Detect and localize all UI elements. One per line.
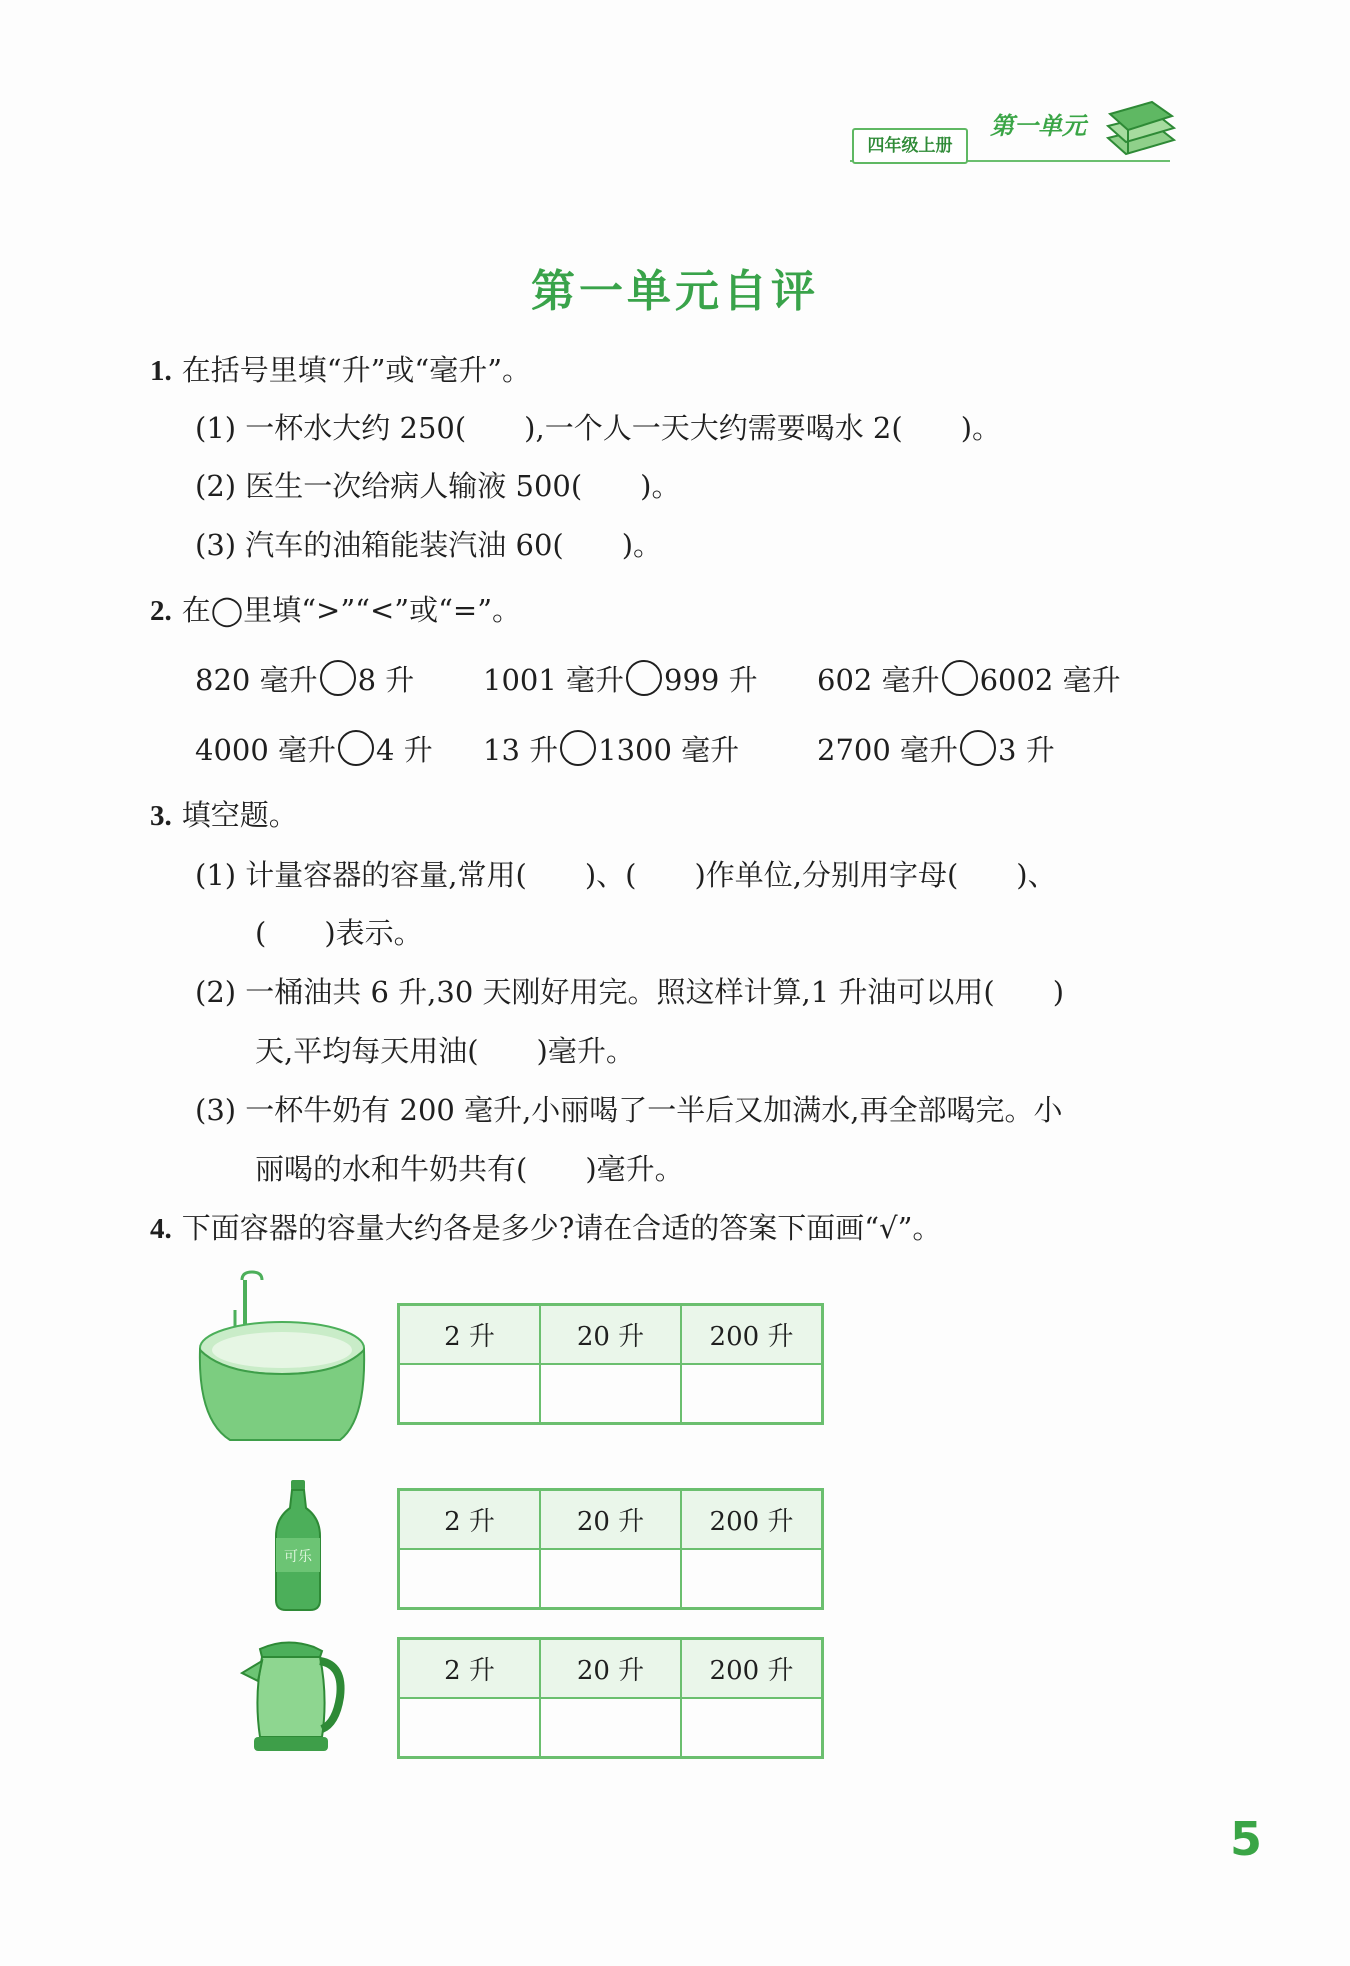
- answer-circle[interactable]: [942, 660, 978, 696]
- question-number: 4.: [150, 1213, 172, 1245]
- compare-item: 2700 毫升 3 升: [817, 730, 1055, 770]
- question-stem: 填空题。: [181, 798, 298, 832]
- cola-bottle-icon: [268, 1478, 328, 1613]
- answer-circle[interactable]: [560, 730, 596, 766]
- bathtub-icon: [190, 1270, 370, 1455]
- bottle-label: 可乐: [284, 1549, 312, 1565]
- compare-item: 602 毫升 6002 毫升: [817, 660, 1121, 700]
- q3-line: (2) 一桶油共 6 升,30 天刚好用完。照这样计算,1 升油可以用( ): [195, 975, 1065, 1009]
- check-cell[interactable]: [681, 1364, 823, 1424]
- page-number: 5: [1230, 1812, 1263, 1866]
- question-number: 3.: [150, 800, 172, 832]
- grade-label: 四年级上册: [852, 128, 968, 164]
- compare-item: 13 升 1300 毫升: [483, 730, 739, 770]
- q1-item-3: (3) 汽车的油箱能装汽油 60( )。: [195, 528, 663, 562]
- question-number: 1.: [150, 355, 172, 387]
- question-2: [150, 590, 521, 631]
- question-stem: 在括号里填“升”或“毫升”。: [181, 353, 532, 387]
- unit-label: 第一单元: [990, 112, 1086, 140]
- answer-circle[interactable]: [960, 730, 996, 766]
- q3-line: 丽喝的水和牛奶共有( )毫升。: [255, 1152, 684, 1186]
- question-number: 2.: [150, 595, 172, 627]
- compare-item: 4000 毫升 4 升: [195, 730, 433, 770]
- answer-table-bottle: 2 升 20 升 200 升: [397, 1488, 824, 1610]
- question-1: [150, 350, 531, 391]
- check-cell[interactable]: [540, 1549, 681, 1609]
- q1-item-1: (1) 一杯水大约 250( ),一个人一天大约需要喝水 2( )。: [195, 411, 1002, 445]
- compare-item: 1001 毫升 999 升: [483, 660, 758, 700]
- check-cell[interactable]: [681, 1698, 823, 1758]
- question-4: [150, 1208, 941, 1249]
- answer-circle[interactable]: [338, 730, 374, 766]
- q3-line: ( )表示。: [255, 916, 423, 950]
- question-stem: 在◯里填“>”“<”或“=”。: [181, 593, 522, 627]
- answer-circle[interactable]: [320, 660, 356, 696]
- q1-item-2: (2) 医生一次给病人输液 500( )。: [195, 469, 681, 503]
- answer-table-kettle: 2 升 20 升 200 升: [397, 1637, 824, 1759]
- check-cell[interactable]: [540, 1698, 681, 1758]
- check-cell[interactable]: [399, 1364, 541, 1424]
- check-cell[interactable]: [399, 1549, 541, 1609]
- q3-line: 天,平均每天用油( )毫升。: [255, 1034, 635, 1068]
- answer-circle[interactable]: [626, 660, 662, 696]
- check-cell[interactable]: [540, 1364, 681, 1424]
- books-icon: [1100, 92, 1180, 162]
- question-3: [150, 795, 298, 836]
- compare-item: 820 毫升 8 升: [195, 660, 414, 700]
- answer-table-bathtub: 2 升 20 升 200 升: [397, 1303, 824, 1425]
- question-stem: 下面容器的容量大约各是多少?请在合适的答案下面画“√”。: [181, 1211, 942, 1245]
- electric-kettle-icon: [236, 1637, 348, 1757]
- check-cell[interactable]: [681, 1549, 823, 1609]
- page-title: 第一单元自评: [531, 266, 819, 317]
- q3-line: (3) 一杯牛奶有 200 毫升,小丽喝了一半后又加满水,再全部喝完。小: [195, 1093, 1063, 1127]
- q3-line: (1) 计量容器的容量,常用( )、( )作单位,分别用字母( )、: [195, 858, 1057, 892]
- check-cell[interactable]: [399, 1698, 541, 1758]
